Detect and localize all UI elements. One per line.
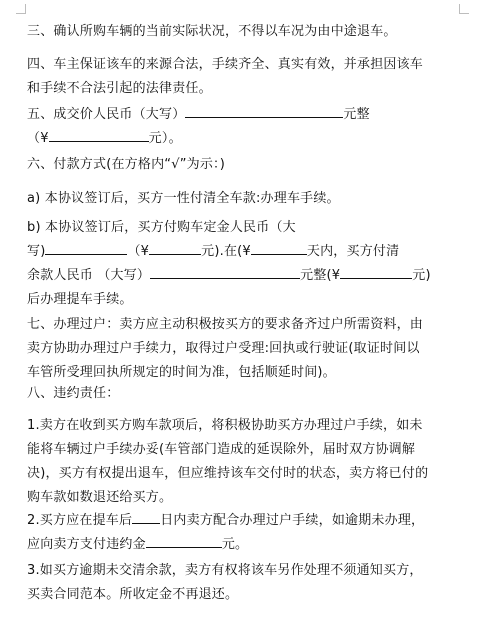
- breach-item-2-line-2: [27, 533, 467, 557]
- clause-8-item-2: [27, 509, 467, 557]
- clause-4: [27, 53, 467, 101]
- price-words-blank: [185, 103, 343, 118]
- breach-item-1-line-2: 能将车辆过户手续办妥(车管部门造成的延误除外，届时双方协调解: [27, 442, 416, 457]
- pickup-days-prefix: 2.买方应在提车后: [27, 513, 133, 528]
- clause-5: [27, 103, 467, 151]
- payment-option-b-line-3: [27, 264, 467, 288]
- balance-number-suffix: 元): [412, 268, 431, 283]
- price-unit: 元整: [343, 107, 370, 122]
- page-corner-mark-right: [459, 4, 469, 14]
- payment-option-b-line-2: [27, 240, 467, 264]
- clause-7-line-3: 车管所受理回执所规定的时间为准，包括顺延时间)。: [27, 365, 336, 380]
- clause-3-text: 三、确认所购车辆的当前实际状况，不得以车况为由中途退车。: [27, 24, 397, 39]
- price-number-blank: [49, 127, 149, 142]
- penalty-prefix: 应向卖方支付违约金: [27, 537, 146, 552]
- clause-4-line-1: 四、车主保证该车的来源合法，手续齐全、真实有效，并承担因该车: [27, 57, 424, 72]
- balance-number-blank: [340, 264, 412, 279]
- deposit-days-prefix: 元).在(¥: [201, 244, 251, 259]
- breach-item-3-line-2: 买卖合同范本。所收定金不再退还。: [27, 587, 239, 602]
- clause-7: [27, 313, 467, 385]
- penalty-suffix: 元。: [221, 537, 249, 552]
- deposit-words-prefix: 写): [27, 244, 46, 259]
- clause-6-b: [27, 216, 467, 312]
- breach-liability-title: 八、违约责任：: [27, 386, 120, 401]
- deposit-days-blank: [251, 240, 307, 255]
- clause-6-title: [27, 153, 467, 177]
- clause-7-line-1: 七、办理过户：卖方应主动积极按买方的要求备齐过户所需资料，由: [27, 317, 424, 332]
- deposit-number-blank: [149, 240, 201, 255]
- deposit-days-suffix: 天内，买方付清: [306, 244, 400, 259]
- penalty-amount-blank: [146, 533, 222, 548]
- breach-item-3-line-1: 3.如买方逾期未交清余款，卖方有权将该车另作处理不须通知买方，: [27, 563, 423, 578]
- clause-5-line-2: [27, 127, 467, 151]
- price-label: 五、成交价人民币（大写）: [27, 107, 186, 122]
- breach-item-2-line-1: [27, 509, 467, 533]
- clause-4-line-2: 和手续不合法引起的法律责任。: [27, 81, 212, 96]
- clause-5-line-1: [27, 103, 467, 127]
- clause-8-title: [27, 382, 467, 406]
- payment-option-b-line-1: b) 本协议签订后，买方付购车定金人民币（大: [27, 220, 296, 235]
- page-corner-mark-left: [16, 4, 26, 14]
- pickup-days-suffix: 日内卖方配合办理过户手续，如逾期未办理，: [160, 513, 425, 528]
- clause-3: [27, 20, 467, 44]
- balance-number-prefix: 元整(¥: [300, 268, 341, 283]
- clause-8-item-1: [27, 414, 467, 510]
- payment-method-title: 六、付款方式(在方格内“√”为示：): [27, 157, 225, 172]
- balance-words-blank: [150, 264, 300, 279]
- breach-item-1-line-3: 决)，买方有权提出退车，但应维持该车交付时的状态，卖方将已付的: [27, 466, 429, 481]
- balance-words-prefix: 余款人民币 （大写）: [27, 268, 151, 283]
- price-number-open: （¥: [27, 131, 49, 146]
- price-number-close: 元）。: [148, 131, 182, 146]
- payment-option-b-line-4: 后办理提车手续。: [27, 292, 133, 307]
- pickup-days-blank: [132, 509, 160, 524]
- deposit-number-open: （¥: [127, 244, 150, 259]
- breach-item-1-line-4: 购车款如数退还给买方。: [27, 490, 173, 505]
- breach-item-1-line-1: 1.卖方在收到买方购车款项后，将积极协助买方办理过户手续，如未: [27, 418, 423, 433]
- deposit-words-blank: [45, 240, 127, 255]
- clause-7-line-2: 卖方协助办理过户手续力，取得过户受理:回执或行驶证(取证时间以: [27, 341, 420, 356]
- clause-8-item-3: [27, 559, 467, 607]
- payment-option-a: a) 本协议签订后，买方一性付清全车款:办理车手续。: [27, 191, 340, 206]
- clause-6-a: [27, 187, 467, 211]
